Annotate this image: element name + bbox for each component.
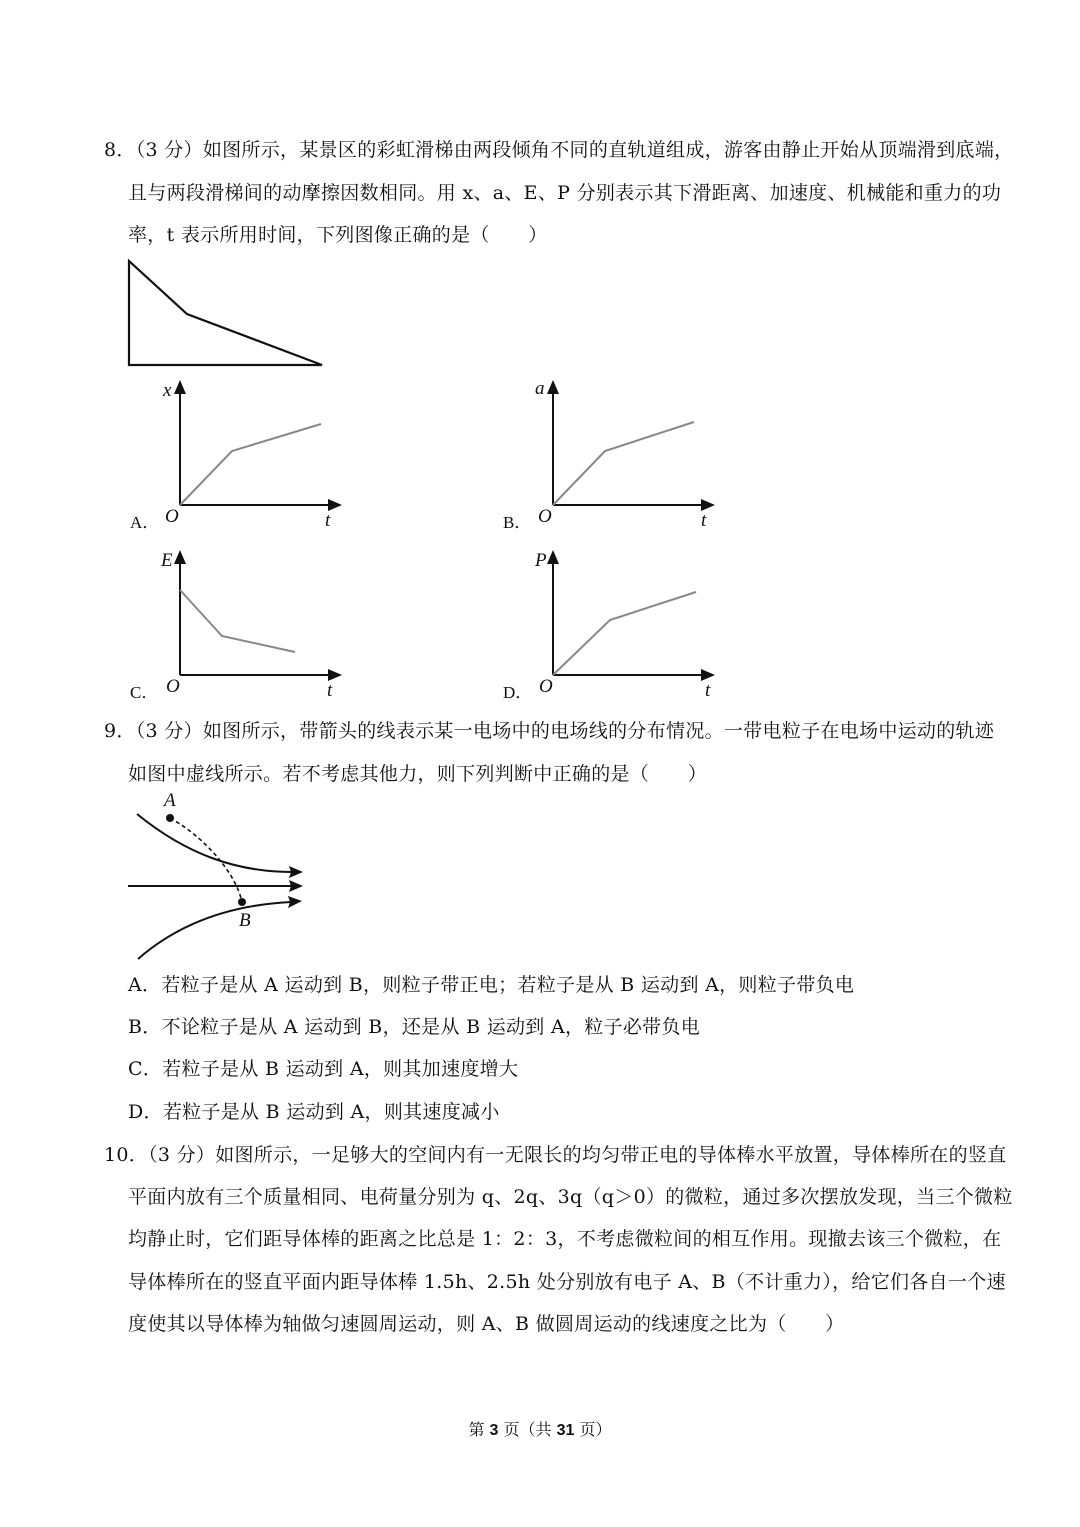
q9-option-a[interactable]: A．若粒子是从 A 运动到 B，则粒子带正电；若粒子是从 B 运动到 A，则粒子带负电 [128, 974, 855, 996]
origin-label: O [165, 506, 179, 527]
page-number: 3 [489, 1422, 499, 1439]
graph-x-t [155, 372, 350, 532]
origin-label: O [539, 676, 553, 697]
q8-line-3: 率，t 表示所用时间，下列图像正确的是（ ） [128, 224, 548, 246]
footer-suffix: 页） [574, 1420, 612, 1439]
q9-option-c[interactable]: C．若粒子是从 B 运动到 A，则其加速度增大 [128, 1058, 519, 1080]
q8-option-d-label[interactable]: D． [503, 683, 533, 702]
graph-a-t [528, 372, 723, 532]
origin-label: O [166, 676, 180, 697]
footer-prefix: 第 [468, 1420, 490, 1439]
q10-line-1: 10．（3 分）如图所示，一足够大的空间内有一无限长的均匀带正电的导体棒水平放置，导体棒所在的竖直 [104, 1144, 1007, 1166]
footer-middle: 页（共 [498, 1420, 557, 1439]
slide-diagram [126, 258, 326, 370]
y-axis-label: x [163, 380, 172, 401]
q8-option-a-label[interactable]: A． [130, 513, 160, 532]
graph-E-t [155, 542, 350, 702]
q8-option-b-label[interactable]: B． [503, 513, 532, 532]
y-axis-label: P [535, 550, 547, 571]
electric-field-diagram [124, 792, 314, 964]
x-axis-label: t [705, 680, 711, 701]
graph-P-t [528, 542, 723, 702]
q10-line-2: 平面内放有三个质量相同、电荷量分别为 q、2q、3q（q＞0）的微粒，通过多次摆放发现，当三个微粒 [128, 1186, 1013, 1208]
q9-option-d[interactable]: D．若粒子是从 B 运动到 A，则其速度减小 [128, 1101, 500, 1123]
x-axis-label: t [327, 680, 333, 701]
q9-option-b[interactable]: B．不论粒子是从 A 运动到 B，还是从 B 运动到 A，粒子必带负电 [128, 1016, 701, 1038]
x-axis-label: t [325, 510, 331, 531]
q10-line-4: 导体棒所在的竖直平面内距导体棒 1.5h、2.5h 处分别放有电子 A、B（不计重力），给它们各自一个速 [128, 1271, 1006, 1293]
y-axis-label: a [535, 378, 545, 399]
point-b-label: B [239, 910, 251, 931]
q8-line-1: 8．（3 分）如图所示，某景区的彩虹滑梯由两段倾角不同的直轨道组成，游客由静止开始从顶端滑到底端， [104, 139, 1014, 161]
y-axis-label: E [161, 550, 173, 571]
point-a-label: A [164, 792, 176, 811]
x-axis-label: t [701, 510, 707, 531]
q10-line-5: 度使其以导体棒为轴做匀速圆周运动，则 A、B 做圆周运动的线速度之比为（ ） [128, 1313, 845, 1335]
q9-line-1: 9．（3 分）如图所示，带箭头的线表示某一电场中的电场线的分布情况。一带电粒子在电场中运动的轨迹 [104, 720, 995, 742]
q9-line-2: 如图中虚线所示。若不考虑其他力，则下列判断中正确的是（ ） [128, 763, 708, 785]
q8-option-c-label[interactable]: C． [130, 683, 159, 702]
page-total: 31 [556, 1422, 575, 1439]
q8-line-2: 且与两段滑梯间的动摩擦因数相同。用 x、a、E、P 分别表示其下滑距离、加速度、机械能和重力的功 [128, 182, 1002, 204]
q10-line-3: 均静止时，它们距导体棒的距离之比总是 1：2：3，不考虑微粒间的相互作用。现撤去该三个微粒，在 [128, 1228, 1002, 1250]
page-footer [0, 1420, 1080, 1441]
origin-label: O [538, 506, 552, 527]
